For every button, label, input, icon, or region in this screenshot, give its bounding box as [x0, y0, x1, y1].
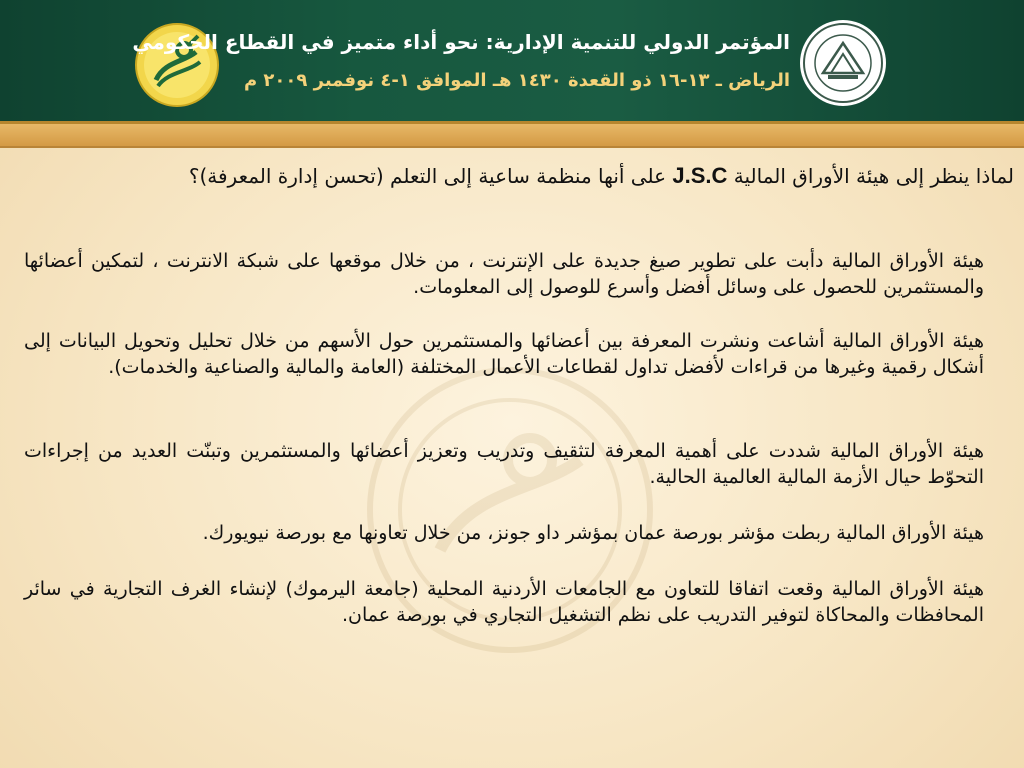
- question-text-before: لماذا ينظر إلى هيئة الأوراق المالية: [733, 164, 1014, 188]
- paragraph-1: هيئة الأوراق المالية دأبت على تطوير صيغ جديدة على الإنترنت ، من خلال موقعها على شبكة الانترنت ، لتمكين أعضائها والمستثمرين للحصول على وسائل أفضل وأسرع للوصول إلى المعلومات.: [24, 250, 984, 298]
- paragraph-5: هيئة الأوراق المالية وقعت اتفاقا للتعاون مع الجامعات الأردنية المحلية (جامعة اليرموك) لإنشاء الغرف التجارية في سائر المحافظات والمحاكاة لتوفير التدريب على نظم التشغيل التجاري في بورصة عمان.: [24, 578, 984, 626]
- conference-banner: [0, 0, 1024, 124]
- conference-title: المؤتمر الدولي للتنمية الإدارية: نحو أداء متميز في القطاع الحكومي: [132, 30, 790, 54]
- paragraph-2: هيئة الأوراق المالية أشاعت ونشرت المعرفة بين أعضائها والمستثمرين حول الأسهم من خلال تحليل وتحويل البيانات إلى أشكال رقمية وغيرها من قراءات لأفضل تداول لقطاعات الأعمال المختلفة (العامة والمالية والصناعية والخدمات).: [24, 330, 984, 378]
- question-abbreviation: J.S.C: [672, 163, 728, 188]
- decorative-band: [0, 124, 1024, 146]
- question-text-after: على أنها منظمة ساعية إلى التعلم (تحسن إدارة المعرفة)؟: [188, 164, 667, 188]
- question-heading: [14, 163, 1014, 189]
- institute-seal-icon: [798, 18, 888, 108]
- paragraph-4: هيئة الأوراق المالية ربطت مؤشر بورصة عمان بمؤشر داو جونز، من خلال تعاونها مع بورصة نيويورك.: [202, 522, 984, 544]
- paragraph-3: هيئة الأوراق المالية شددت على أهمية المعرفة لتثقيف وتدريب وتعزيز أعضائها والمستثمرين وتبنّت العديد من إجراءات التحوّط حيال الأزمة المالية العالمية الحالية.: [24, 440, 984, 488]
- conference-subtitle: الرياض ـ ١٣-١٦ ذو القعدة ١٤٣٠ هـ الموافق ١-٤ نوفمبر ٢٠٠٩ م: [243, 70, 790, 91]
- band-divider: [0, 146, 1024, 148]
